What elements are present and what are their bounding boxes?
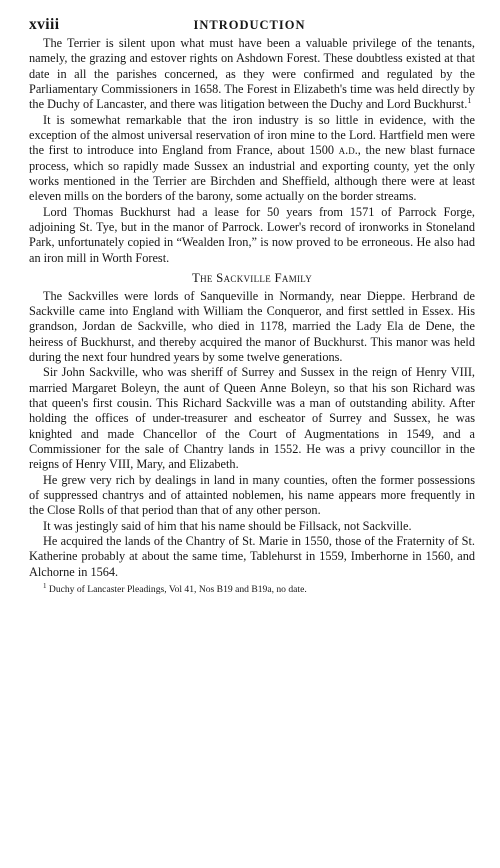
paragraph-text: It is somewhat remarkable that the iron industry is so little in evidence, with the exception of the almost universal reservation of iron mine to the Lord. Hartfield men were the first to introduce into England from France, about 1500 xyxy=(29,112,475,158)
footnote-text: Duchy of Lancaster Pleadings, Vol 41, Nos B19 and B19a, no date. xyxy=(48,584,307,596)
paragraph-parrock-forge: Lord Thomas Buckhurst had a lease for 50 years from 1571 of Parrock Forge, adjoining St. Tye, but in the manor of Parrock. Lower's record of ironworks in Stoneland Park, unfortunately copied in “Wealden Iron,” is now proved to be erroneous. He also had an iron mill in Worth Forest. xyxy=(29,204,475,265)
footnote-reference[interactable]: 1 xyxy=(467,96,472,106)
paragraph-ashdown-forest xyxy=(29,36,475,113)
paragraph-text: The Terrier is silent upon what must have been a valuable privilege of the tenants, namely, the grazing and estover rights on Ashdown Forest. These doubtless existed at that date in all the parishes concerned, as they were confirmed and regulated by the Parliamentary Commissioners in 1658. The Forest in Elizabeth's time was held directly by the Duchy of Lancaster, and there was litigation between the Duchy and Lord Buckhurst. xyxy=(29,36,475,112)
footnote-mark: 1 xyxy=(43,581,47,590)
paragraph-sir-john-sackville: Sir John Sackville, who was sheriff of Surrey and Sussex in the reign of Henry VIII, married Margaret Boleyn, the aunt of Queen Anne Boleyn, so that his son Richard was that queen's first cousin. This Richard Sackville was a man of outstanding ability. After holding the offices of under-treasurer and escheator of Surrey and Sussex, he was knighted and made Chancellor of the Court of Augmentations in 1549, and a Commissioner for the sale of Chantry lands in 1552. He was a privy councillor in the reigns of Henry VIII, Mary, and Elizabeth. xyxy=(29,365,475,472)
paragraph-text: , the new blast furnace process, which so rapidly made Sussex an industrial and exporting county, yet the only works mentioned in the Terrier are Birchden and Sheffield, although there were at least eleven mills on the borders of the barony, some actually on the border streams. xyxy=(29,143,475,204)
section-heading: The Sackville Family xyxy=(191,271,313,286)
era-abbreviation: a.d. xyxy=(338,143,358,158)
body-text xyxy=(29,36,475,596)
page-header xyxy=(29,16,470,36)
paragraph-iron-industry xyxy=(29,113,475,205)
running-head: INTRODUCTION xyxy=(193,18,306,32)
paragraph-fillsack: It was jestingly said of him that his name should be Fillsack, not Sackville. xyxy=(43,518,412,533)
paragraph-chantry-lands: He acquired the lands of the Chantry of St. Marie in 1550, those of the Fraternity of St. Katherine probably at about the same time, Tablehurst in 1559, Imberhorne in 1560, and Alchorne in 1564. xyxy=(29,534,475,579)
page-number: xviii xyxy=(29,16,60,33)
footnote xyxy=(29,581,475,596)
paragraph-sackville-origins: The Sackvilles were lords of Sanqueville in Normandy, near Dieppe. Herbrand de Sackville came into England with William the Conqueror, and first settled in Essex. His grandson, Jordan de Sackville, who died in 1178, married the Lady Ela de Dene, the heiress of Buckhurst, and thereby acquired the manor of Buckhurst. This manor was held during the next four hundred years by some twelve generations. xyxy=(29,288,475,364)
paragraph-land-dealings: He grew very rich by dealings in land in many counties, often the former possessions of suppressed chantrys and of attainted noblemen, his name appears more frequently in the Close Rolls of that period than that of any other person. xyxy=(29,472,475,518)
